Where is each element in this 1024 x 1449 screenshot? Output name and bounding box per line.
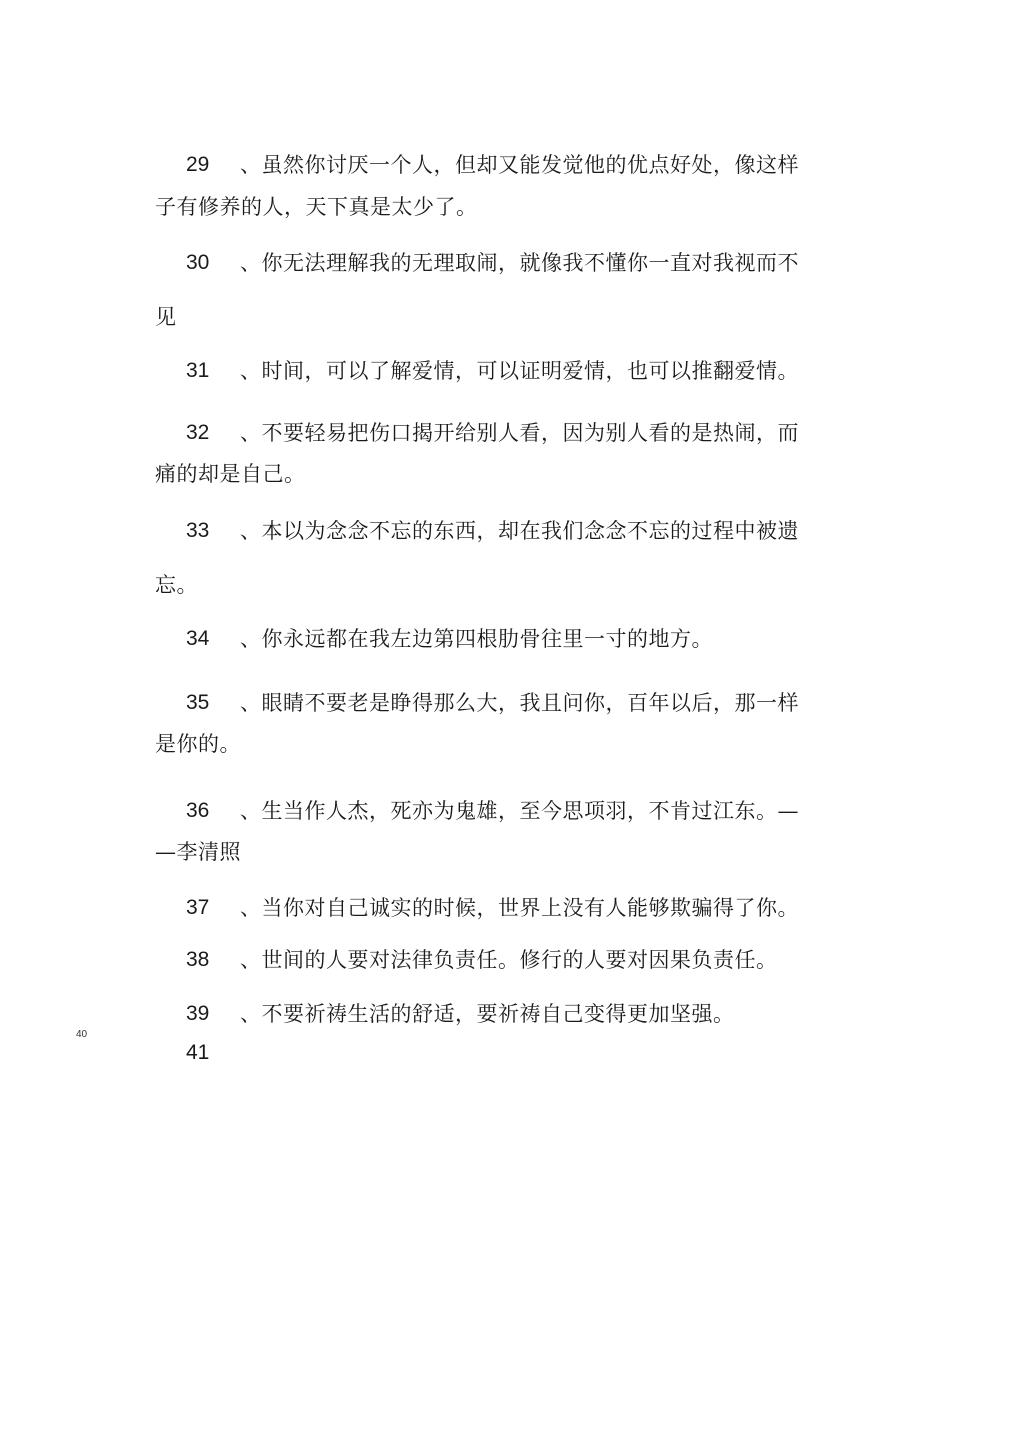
entry-text-line1: 、时间，可以了解爱情，可以证明爱情，也可以推翻爱情。 (240, 359, 799, 383)
trailing-entry-number: 41 (186, 1041, 210, 1064)
entry-number: 35 (186, 691, 210, 714)
entry-text-line1: 、你无法理解我的无理取闹，就像我不懂你一直对我视而不 (240, 251, 799, 275)
entry-text-line1: 、生当作人杰，死亦为鬼雄，至今思项羽，不肯过江东。— (240, 799, 799, 823)
entry-number: 37 (186, 896, 210, 919)
entry-number: 32 (186, 421, 210, 444)
entry-text-line2: 痛的却是自己。 (155, 462, 306, 486)
entry-text-line2: 见 (155, 305, 177, 329)
entry-number: 36 (186, 799, 210, 822)
entry-text-line1: 、当你对自己诚实的时候，世界上没有人能够欺骗得了你。 (240, 896, 799, 920)
entry-number: 34 (186, 627, 210, 650)
entry-text-line2: —李清照 (155, 840, 241, 864)
margin-page-number: 40 (76, 1029, 88, 1040)
entry-number: 33 (186, 519, 210, 542)
entry-text-line1: 、虽然你讨厌一个人，但却又能发觉他的优点好处，像这样 (240, 153, 799, 177)
entry-text-line1: 、不要轻易把伤口揭开给别人看，因为别人看的是热闹，而 (240, 421, 799, 445)
entry-text-line1: 、不要祈祷生活的舒适，要祈祷自己变得更加坚强。 (240, 1002, 735, 1026)
entry-number: 29 (186, 153, 210, 176)
entry-text-line1: 、眼睛不要老是睁得那么大，我且问你，百年以后，那一样 (240, 691, 799, 715)
entry-text-line1: 、你永远都在我左边第四根肋骨往里一寸的地方。 (240, 627, 713, 651)
entry-number: 39 (186, 1002, 210, 1025)
entry-text-line1: 、世间的人要对法律负责任。修行的人要对因果负责任。 (240, 948, 778, 972)
entry-text-line2: 子有修养的人，天下真是太少了。 (155, 195, 478, 219)
entry-number: 38 (186, 948, 210, 971)
entry-number: 31 (186, 359, 210, 382)
entry-number: 30 (186, 251, 210, 274)
entry-text-line2: 忘。 (155, 573, 198, 597)
entry-text-line1: 、本以为念念不忘的东西，却在我们念念不忘的过程中被遗 (240, 519, 799, 543)
entry-text-line2: 是你的。 (155, 732, 241, 756)
